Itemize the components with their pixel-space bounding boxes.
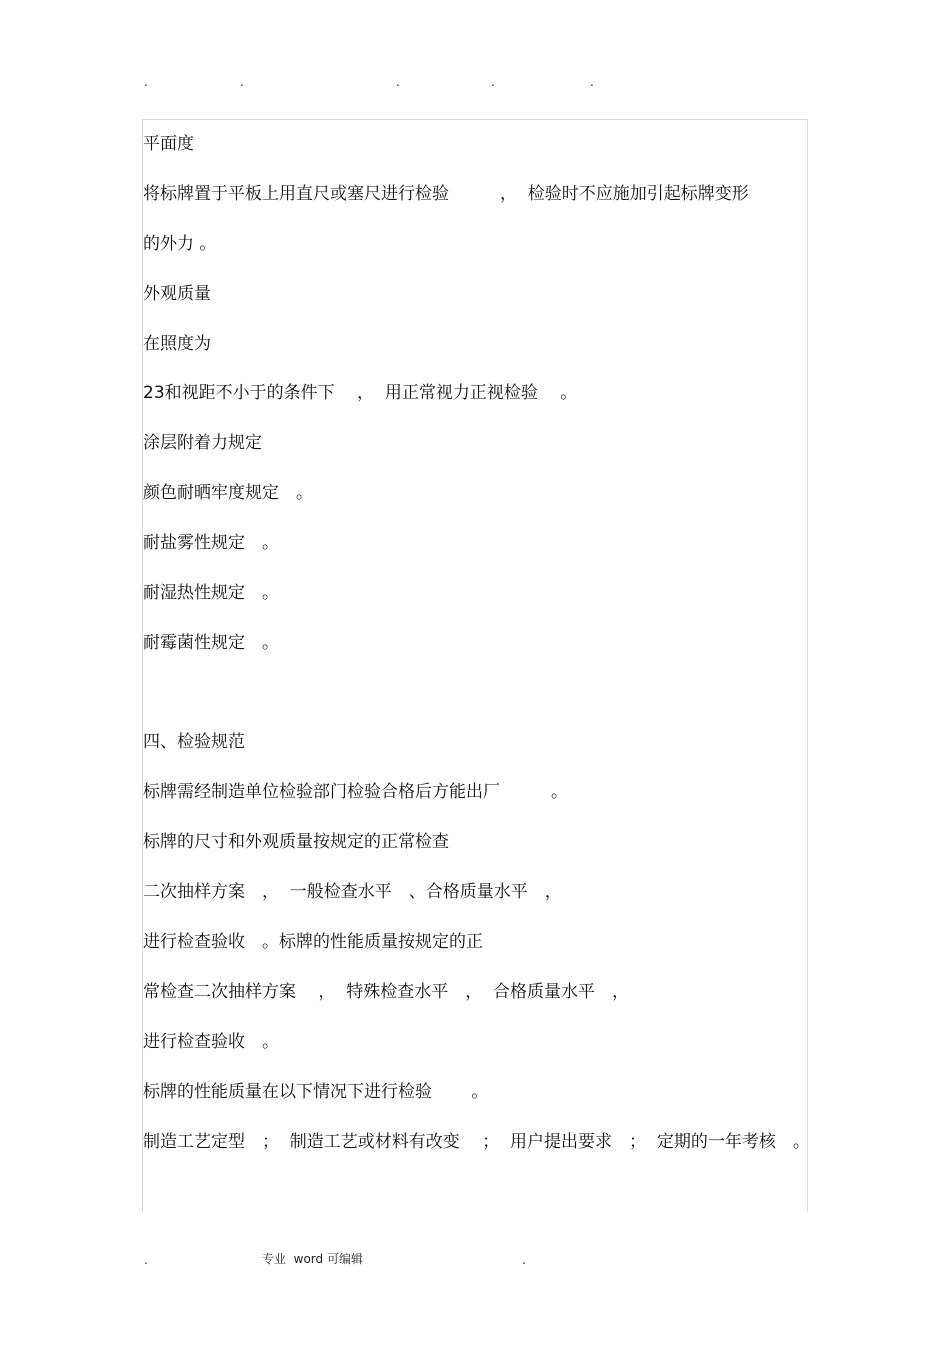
text-line: 的外力 。 [143,234,217,254]
text-line: 平面度 [143,134,194,154]
text-line: 将标牌置于平板上用直尺或塞尺进行检验 ， 检验时不应施加引起标牌变形 [143,184,749,204]
text-line: 标牌的尺寸和外观质量按规定的正常检查 [143,832,449,852]
section-heading: 四、检验规范 [143,732,245,752]
text-line: 耐霉菌性规定 。 [143,633,279,653]
text-line: 标牌的性能质量在以下情况下进行检验 。 [143,1082,489,1102]
text-line: 外观质量 [143,284,211,304]
text-line: 涂层附着力规定 [143,433,262,453]
header-dot: . [491,75,495,89]
text-line: 进行检查验收 。 [143,1032,279,1052]
header-dot: . [240,75,244,89]
text-line: 颜色耐晒牢度规定 。 [143,483,313,503]
text-line: 制造工艺定型 ； 制造工艺或材料有改变 ； 用户提出要求 ； 定期的一年考核 。 [143,1132,810,1152]
footer-caption: 专业 word 可编辑 [262,1252,363,1266]
text-line: 耐湿热性规定 。 [143,583,279,603]
header-dot: . [590,75,594,89]
footer-dot-left: . [144,1253,148,1267]
header-dot: . [144,75,148,89]
text-line: 在照度为 [143,334,211,354]
text-line: 进行检查验收 。标牌的性能质量按规定的正 [143,932,483,952]
text-line: 二次抽样方案 ， 一般检查水平 、合格质量水平 ， [143,882,562,902]
text-line: 23和视距不小于的条件下 ， 用正常视力正视检验 。 [143,383,578,403]
text-line: 常检查二次抽样方案 ， 特殊检查水平 ， 合格质量水平 ， [143,982,630,1002]
text-line: 耐盐雾性规定 。 [143,533,279,553]
text-line: 标牌需经制造单位检验部门检验合格后方能出厂 。 [143,782,568,802]
header-dot: . [396,75,400,89]
footer-dot-right: . [522,1253,526,1267]
